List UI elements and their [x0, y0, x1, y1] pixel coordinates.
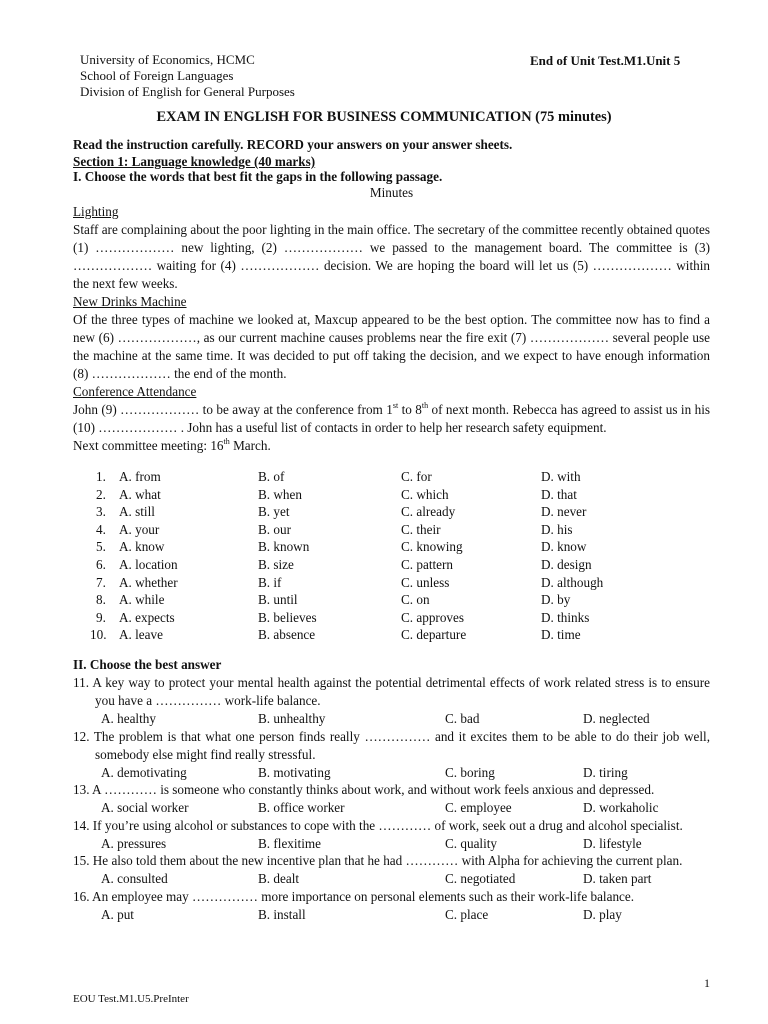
question-15: 15. He also told them about the new incentive plan that he had ………… with Alpha for achieving the current plan. [73, 853, 683, 869]
option-row: 10. A. leave B. absence C. departure D. time [90, 627, 581, 643]
university-name: University of Economics, HCMC [80, 52, 255, 67]
question-11-options: A. healthy B. unhealthy C. bad D. neglected [101, 711, 650, 726]
exam-title: EXAM IN ENGLISH FOR BUSINESS COMMUNICATION (75 minutes) [156, 109, 612, 125]
drinks-heading: New Drinks Machine [73, 294, 187, 309]
passage-title: Minutes [369, 185, 414, 200]
option-row: 5. A. know B. known C. knowing D. know [96, 539, 587, 555]
lighting-paragraph: Staff are complaining about the poor lighting in the main office. The secretary of the committee recently obtained quotes (1) ……………… new lighting, (2) ……………… we passed to the management board. The committee is (3) ……………… waiting for (4) ……………… decision. We are hoping the board will let us (5) ……………… within the next few weeks. [73, 222, 710, 291]
section1-heading: Section 1: Language knowledge (40 marks) [73, 154, 316, 169]
conference-paragraph: John (9) ……………… to be away at the conference from 1st to 8th of next month. Rebecca has agreed to assist us in his (10) ……………… . John has a useful list of contacts in order to help her research safety equipment. [73, 400, 710, 435]
option-row: 6. A. location B. size C. pattern D. design [96, 556, 592, 572]
option-row: 7. A. whether B. if C. unless D. although [96, 574, 604, 590]
instructions-block [73, 136, 710, 455]
school-name: School of Foreign Languages [80, 68, 234, 83]
option-row: 9. A. expects B. believes C. approves D. thinks [96, 609, 590, 625]
division-name: Division of English for General Purposes [80, 84, 295, 99]
next-meeting: Next committee meeting: 16th March. [73, 436, 271, 453]
question-13: 13. A ………… is someone who constantly thinks about work, and without work feels anxious and depressed. [73, 782, 655, 798]
conference-heading: Conference Attendance [73, 384, 197, 399]
instruction-text: Read the instruction carefully. RECORD your answers on your answer sheets. [73, 137, 513, 152]
part2-block [73, 656, 710, 924]
question-16-options: A. put B. install C. place D. play [101, 906, 622, 922]
question-12: 12. The problem is that what one person finds really …………… and it excites them to be able to do their job well, somebody else might find really stressful. [73, 728, 710, 762]
question-15-options: A. consulted B. dealt C. negotiated D. taken part [101, 871, 652, 887]
lighting-heading: Lighting [73, 204, 119, 219]
part1-heading: I. Choose the words that best fit the gaps in the following passage. [73, 169, 443, 184]
question-12-options: A. demotivating B. motivating C. boring D. tiring [101, 764, 628, 780]
option-row: 4. A. your B. our C. their D. his [96, 521, 573, 537]
option-row: 3. A. still B. yet C. already D. never [96, 504, 587, 520]
option-row: 8. A. while B. until C. on D. by [96, 592, 571, 608]
question-14-options: A. pressures B. flexitime C. quality D. lifestyle [101, 835, 642, 851]
question-16: 16. An employee may …………… more importance on personal elements such as their work-life balance. [73, 888, 635, 904]
footer-text: EOU Test.M1.U5.PreInter [73, 993, 189, 1005]
gap-options-grid [73, 468, 713, 644]
question-11: 11. A key way to protect your mental health against the potential detrimental effects of work related stress is to ensure you have a …………… work-life balance. [73, 675, 710, 708]
test-name: End of Unit Test.M1.Unit 5 [530, 53, 681, 68]
drinks-paragraph: Of the three types of machine we looked at, Maxcup appeared to be the best option. The committee now has to find a new (6) ………………, as our current machine causes problems near the fire exit (7) ……………… several people use the machine at the same time. It was decided to put off taking the decision, and we expect to have enough information (8) ……………… the end of the month. [73, 312, 710, 381]
option-row: 1. A. from B. of C. for D. with [96, 469, 581, 484]
part2-heading: II. Choose the best answer [73, 657, 222, 672]
option-row: 2. A. what B. when C. which D. that [96, 486, 577, 502]
institution-block [80, 52, 295, 100]
question-14: 14. If you’re using alcohol or substances to cope with the ………… of work, seek out a drug and alcohol specialist. [73, 817, 683, 833]
question-13-options: A. social worker B. office worker C. employee D. workaholic [101, 800, 659, 816]
page-number: 1 [704, 976, 710, 990]
